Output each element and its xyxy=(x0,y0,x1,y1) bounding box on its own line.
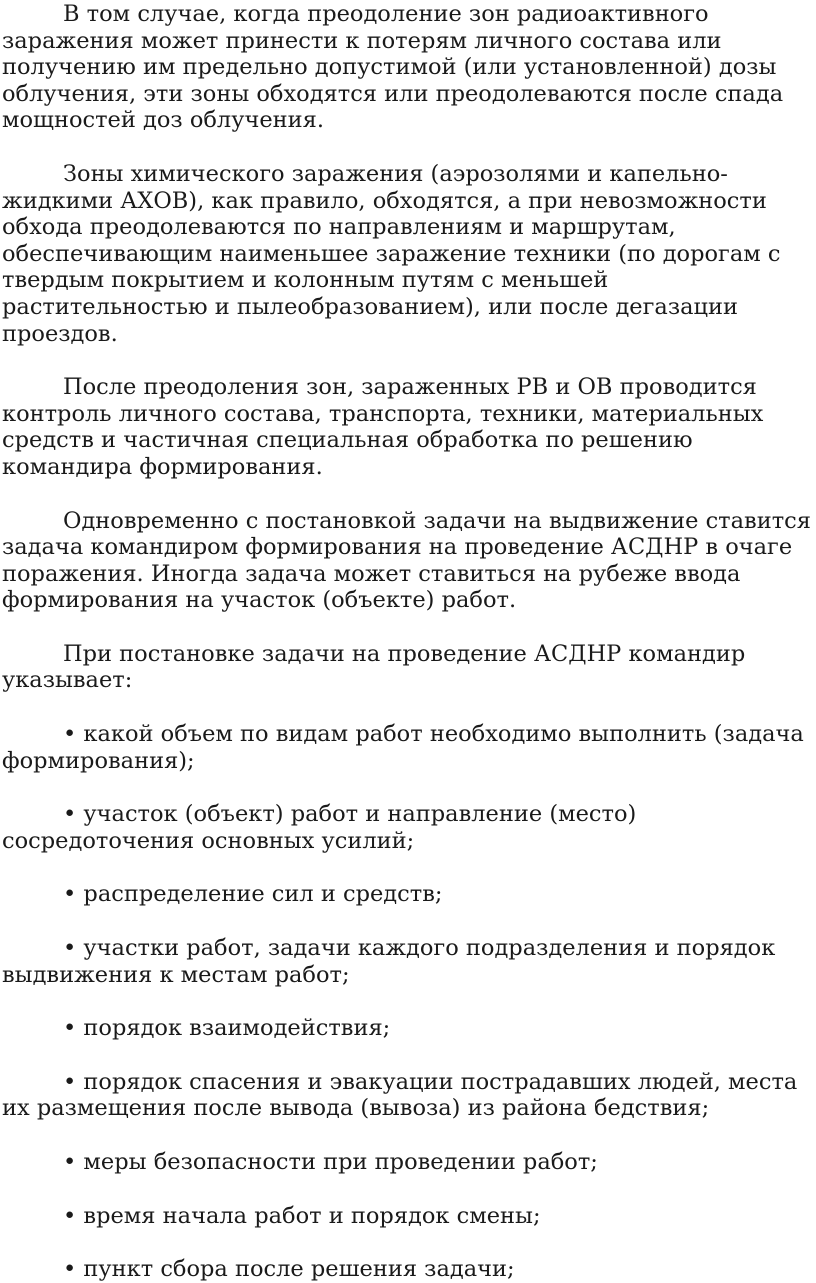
paragraph-task-assignment: Одновременно с постановкой задачи на выдвижение ставится задача командиром формирования на проведение АСДНР в очаге поражения. Иногда задача может ставиться на рубеже ввода формирования на участок (объекте) работ. xyxy=(2,507,811,614)
list-item-unit-tasks: • участки работ, задачи каждого подразделения и порядок выдвижения к местам работ; xyxy=(2,935,776,988)
list-item-work-area: • участок (объект) работ и направление (место) сосредоточения основных усилий; xyxy=(2,801,637,854)
paragraph-commander-indicates: При постановке задачи на проведение АСДНР командир указывает: xyxy=(2,640,746,694)
list-item-safety: • меры безопасности при проведении работ; xyxy=(63,1149,598,1175)
paragraph-after-crossing: После преодоления зон, зараженных РВ и ОВ проводится контроль личного состава, транспорта, техники, материальных средств и частичная специальная обработка по решению командира формирования. xyxy=(2,374,764,480)
list-item-forces-distribution: • распределение сил и средств; xyxy=(63,881,443,908)
list-item-assembly-point: • пункт сбора после решения задачи; xyxy=(63,1256,515,1283)
document-page xyxy=(2,0,814,1283)
list-item-work-volume: • какой объем по видам работ необходимо выполнить (задача формирования); xyxy=(2,721,804,774)
paragraph-chemical-zones: Зоны химического заражения (аэрозолями и капельно-жидкими АХОВ), как правило, обходятся, а при невозможности обхода преодолеваются по направлениям и маршрутам, обеспечивающим наименьшее заражение техники (по дорогам с твердым покрытием и колонным путям с меньшей растительностью и пылеобразованием), или после дегазации проездов. xyxy=(2,160,781,347)
list-item-interaction: • порядок взаимодействия; xyxy=(63,1015,391,1042)
list-item-evacuation: • порядок спасения и эвакуации пострадавших людей, места их размещения после вывода (вывоза) из района бедствия; xyxy=(2,1068,798,1122)
paragraph-radioactive-zones: В том случае, когда преодоление зон радиоактивного заражения может принести к потерям личного состава или получению им предельно допустимой (или установленной) дозы облучения, эти зоны обходятся или преодолеваются после спада мощностей доз облучения. xyxy=(2,1,784,134)
list-item-start-time: • время начала работ и порядок смены; xyxy=(63,1202,541,1229)
